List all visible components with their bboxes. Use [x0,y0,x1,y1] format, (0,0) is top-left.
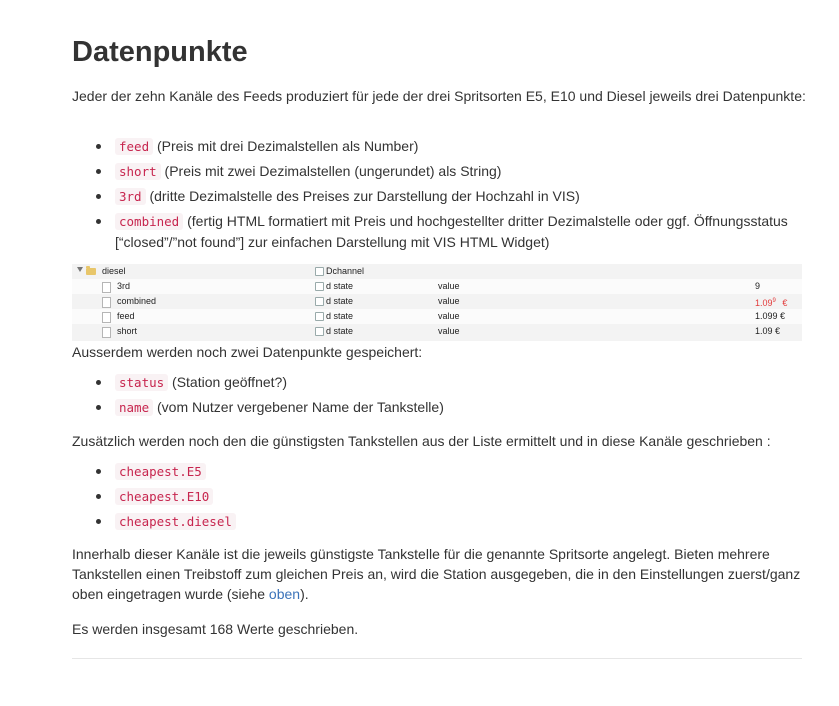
channel-icon [315,267,324,276]
state-icon [315,282,324,291]
tree-row-value: 1.09 € [755,326,781,336]
list-item-text: (fertig HTML formatiert mit Preis und hochgestellter dritter Dezimalstelle oder ggf. Öffnungsstatus [“closed”/”not found”] zur einfachen Darstellung mit VIS HTML Widget) [115,213,788,250]
tree-row-folder[interactable] [72,264,802,279]
tree-row-role: value [438,326,460,336]
tree-row-value: 9 [755,281,761,291]
list-item-text: (Preis mit zwei Dezimalstellen (ungerundet) als String) [160,163,502,179]
list-item-text: (vom Nutzer vergebener Name der Tankstelle) [153,399,444,415]
inline-code: feed [115,138,153,155]
list-item [115,161,805,186]
state-icon [315,297,324,306]
page-title: Datenpunkte [72,36,248,68]
explanation-text-end: ). [300,586,309,602]
tree-folder-name: diesel [102,266,126,276]
cheapest-list [115,461,805,532]
tree-row-name: 3rd [117,281,131,291]
inline-code: short [115,163,161,180]
inline-code: name [115,399,153,416]
list-item [115,486,805,511]
inline-code: cheapest.diesel [115,513,236,530]
tree-row[interactable] [72,309,802,324]
tree-row-name: combined [117,296,157,306]
list-item [115,372,805,397]
value-superscript: 9 [772,298,776,304]
tree-row-role: value [438,281,460,291]
explanation-text: Innerhalb dieser Kanäle ist die jeweils günstigste Tankstelle für die genannte Spritsorte angelegt. Bieten mehrere Tankstellen einen Treibstoff zum gleichen Preis an, wird die Station ausgegeben, die in den Einstellungen zuerst/ganz oben eingetragen wurde (siehe [72,546,801,602]
inline-code: status [115,374,168,391]
tree-row-name: feed [117,311,135,321]
divider [72,658,802,659]
tree-row[interactable] [72,324,802,339]
list-item [115,136,805,161]
expand-triangle-icon[interactable] [77,267,83,272]
list-item-text: (Preis mit drei Dezimalstellen als Number) [153,138,419,154]
file-icon [102,282,111,293]
tree-row-type: d state [326,281,354,291]
tree-row-type: d state [326,326,354,336]
list-item-text: (dritte Dezimalstelle des Preises zur Darstellung der Hochzahl in VIS) [145,188,580,204]
also-paragraph: Ausserdem werden noch zwei Datenpunkte gespeichert: [72,344,423,360]
file-icon [102,297,111,308]
state-icon [315,327,324,336]
inline-code: combined [115,213,183,230]
tree-row-type: d state [326,296,354,306]
tree-row[interactable] [72,279,802,294]
tree-folder-type: Dchannel [326,266,365,276]
file-icon [102,327,111,338]
total-paragraph: Es werden insgesamt 168 Werte geschrieben. [72,621,359,637]
list-item [115,461,805,486]
inline-code: 3rd [115,188,146,205]
value-unit: € [782,298,788,308]
oben-link[interactable]: oben [268,586,301,602]
inline-code: cheapest.E10 [115,488,213,505]
tree-row-role: value [438,296,460,306]
list-item [115,186,805,211]
explanation-paragraph [72,544,807,604]
list-item [115,511,805,532]
extra-datapoint-list [115,372,805,418]
folder-icon [86,268,96,275]
list-item-text: (Station geöffnet?) [168,374,287,390]
list-item [115,211,805,252]
file-icon [102,312,111,323]
value-main: 1.09 [755,298,773,308]
state-icon [315,312,324,321]
tree-row-name: short [117,326,138,336]
tree-row[interactable] [72,294,802,309]
inline-code: cheapest.E5 [115,463,206,480]
tree-row-value: 1.099 € [755,311,786,321]
list-item [115,397,805,418]
object-tree-screenshot [72,264,802,341]
tree-row-role: value [438,311,460,321]
cheapest-paragraph: Zusätzlich werden noch den die günstigsten Tankstellen aus der Liste ermittelt und in diese Kanäle geschrieben : [72,433,771,449]
tree-row-type: d state [326,311,354,321]
intro-paragraph: Jeder der zehn Kanäle des Feeds produziert für jede der drei Spritsorten E5, E10 und Diesel jeweils drei Datenpunkte: [72,88,806,104]
datapoint-list [115,136,805,252]
